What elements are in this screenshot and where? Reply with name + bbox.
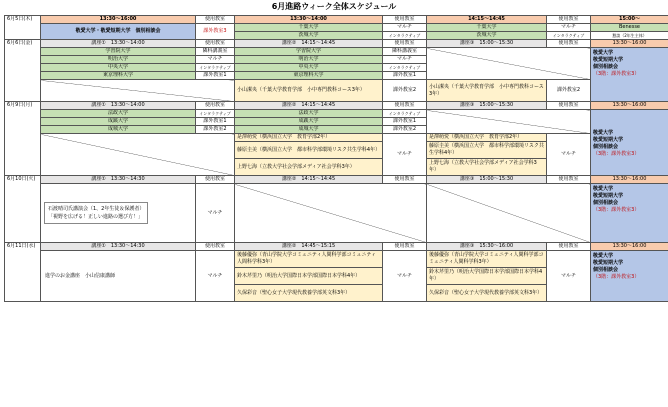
empty-slot: [427, 184, 591, 243]
room-header: 使用教室: [547, 243, 591, 251]
university-cell: 法政大学: [41, 110, 196, 118]
session-time: 13:30～16:00: [591, 102, 668, 110]
university-cell: 千葉大学: [427, 24, 547, 32]
session-header: 講座② 14:15～14:45: [235, 40, 383, 48]
event-title: 敬愛大学・敬愛短期大学 個別相談会: [41, 24, 196, 40]
empty-slot: [235, 184, 427, 243]
university-cell: 明治大学: [41, 56, 196, 64]
provider-cell: Benesse: [591, 24, 668, 32]
session-time: 13:30～14:00: [235, 16, 383, 24]
session-header: 講座② 14:45～15:15: [235, 243, 383, 251]
date-cell: 6月10日(火): [5, 176, 41, 243]
room-cell: マルチ: [547, 24, 591, 32]
session-time: 13:30～16:00: [591, 243, 668, 251]
session-header: 講座③ 15:00～15:30: [427, 102, 547, 110]
room-cell: インタラクティブ: [383, 110, 427, 118]
room-header: 使用教室: [383, 40, 427, 48]
side-event: 敬愛大学 敬愛短期大学 個別相談会 （3階：課外教室3）: [591, 184, 668, 243]
presenter-cell: 上野七海（立教大学社会学部メディア社会学科3年）: [427, 159, 547, 176]
session-time: 15:00～: [591, 16, 668, 24]
university-cell: 千葉大学: [235, 24, 383, 32]
lecture-box: 石渡晴司氏講演会（1、2年生徒＆保護者） 「視野を広げる！正しい進路の選び方！」: [44, 202, 148, 224]
presenter-cell: 小山潔央（千葉大学教育学部 小中専門教科コース3年）: [429, 83, 544, 97]
day-row-jun5-header: [5, 16, 668, 24]
session-time: 14:15～14:45: [427, 16, 547, 24]
room-cell: 課外教室2: [196, 126, 235, 134]
session-header: 講座① 13:30～14:00: [41, 40, 196, 48]
room-cell: マルチ: [547, 251, 591, 302]
room-cell: マルチ: [196, 251, 235, 302]
presenter-cell: 藤原圭美（横浜国立大学 都市科学部環境リスク共生学科4年）: [235, 142, 383, 159]
empty-slot: [41, 134, 235, 176]
room-header: 使用教室: [547, 102, 591, 110]
room-cell: 隣科講義室: [383, 48, 427, 56]
university-cell: 成城大学: [41, 126, 196, 134]
room-cell: 課外教室1: [196, 72, 235, 80]
side-event: 敬愛大学 敬愛短期大学 個別相談会 （3階：課外教室3）: [591, 251, 668, 302]
session-header: 講座③ 15:00～15:30: [427, 40, 547, 48]
room-header: 使用教室: [196, 243, 235, 251]
university-cell: 中央大学: [235, 64, 383, 72]
room-header: 使用教室: [383, 102, 427, 110]
room-header: 使用教室: [383, 243, 427, 251]
university-cell: 東京理科大学: [41, 72, 196, 80]
room-header: 使用教室: [547, 40, 591, 48]
room-header: 使用教室: [196, 176, 235, 184]
presenter-cell: 藤原圭美（横浜国立大学 都市科学部環境リスク共生学科4年）: [427, 142, 547, 159]
room-cell: マルチ: [383, 56, 427, 64]
session-header: 講座① 13:30～14:30: [41, 176, 196, 184]
page-title: 6月進路ウィーク全体スケジュール: [271, 2, 397, 11]
presenter-cell: 小山潔央（千葉大学教育学部 小中専門教科コース3年）: [237, 87, 365, 93]
room-header: 使用教室: [547, 176, 591, 184]
presenter-cell: 鈴木芹里乃（明治大学国際日本学部国際日本学科4年）: [427, 268, 547, 285]
side-event: 敬愛大学 敬愛短期大学 個別相談会 （3階：課外教室3）: [591, 48, 668, 102]
lecture-cell: 進学のお金講座 小山信康講師: [41, 251, 196, 302]
schedule-table: [4, 15, 668, 302]
room-header: 使用教室: [196, 102, 235, 110]
university-cell: 学習院大学: [41, 48, 196, 56]
date-cell: 6月6日(金): [5, 40, 41, 102]
room-cell: 課外教室3: [196, 24, 235, 40]
room-cell: マルチ: [383, 251, 427, 302]
university-cell: 明治大学: [235, 56, 383, 64]
session-header: 講座② 14:15～14:45: [235, 102, 383, 110]
room-cell: 課外教室1: [383, 72, 427, 80]
room-header: 使用教室: [547, 16, 591, 24]
room-cell: マルチ: [383, 134, 427, 176]
room-cell: マルチ: [196, 56, 235, 64]
room-cell: 隣科講義室: [196, 48, 235, 56]
presenter-cell: 後藤優弥（青山学院大学コミュニティ人間科学部コミュニティ人間科学科3年）: [235, 251, 383, 268]
university-cell: 茨城大学: [427, 32, 547, 40]
university-cell: 学習院大学: [235, 48, 383, 56]
room-cell: マルチ: [547, 134, 591, 176]
university-cell: 中央大学: [41, 64, 196, 72]
empty-slot: [41, 80, 235, 102]
date-cell: 6月5日(木): [5, 16, 41, 40]
presenter-cell: 鈴木芹里乃（明治大学国際日本学部国際日本学科4年）: [235, 268, 383, 285]
side-event: 敬愛大学 敬愛短期大学 個別相談会 （3階：課外教室3）: [591, 110, 668, 176]
room-header: 使用教室: [196, 16, 235, 24]
room-cell: 課外教室1: [196, 118, 235, 126]
room-cell: インタラクティブ: [547, 32, 591, 40]
session-header: 講座③ 15:30～16:00: [427, 243, 547, 251]
presenter-cell: 是澤萌愛（横浜国立大学 教育学部2年）: [235, 134, 383, 142]
room-header: 使用教室: [196, 40, 235, 48]
empty-slot: [427, 48, 591, 80]
room-cell: インタラクティブ: [383, 32, 427, 40]
session-time: 13:30～16:00: [591, 176, 668, 184]
session-time: 13:30～16:00: [41, 16, 196, 24]
room-cell: インタラクティブ: [196, 110, 235, 118]
presenter-cell: 上野七海（立教大学社会学部メディア社会学科3年）: [235, 159, 383, 176]
room-cell: 課外教室1: [383, 118, 427, 126]
session-header: 講座② 14:15～14:45: [235, 176, 383, 184]
university-cell: 成蹊大学: [41, 118, 196, 126]
session-header: 講座① 13:30～14:30: [41, 243, 196, 251]
room-cell: インタラクティブ: [383, 64, 427, 72]
university-cell: 茨城大学: [235, 32, 383, 40]
presenter-cell: 久保彩音（聖心女子大学現代教養学部英文科3年）: [427, 285, 547, 302]
university-cell: 成蹊大学: [235, 118, 383, 126]
university-cell: 法政大学: [235, 110, 383, 118]
room-header: 使用教室: [383, 176, 427, 184]
session-header: 講座③ 15:00～15:30: [427, 176, 547, 184]
date-cell: 6月11日(水): [5, 243, 41, 302]
room-cell: マルチ: [383, 24, 427, 32]
lecture-cell: [41, 184, 196, 243]
university-cell: 成城大学: [235, 126, 383, 134]
room-cell: 課外教室2: [547, 80, 591, 102]
room-cell: インタラクティブ: [196, 64, 235, 72]
date-cell: 6月9日(月): [5, 102, 41, 176]
empty-slot: [427, 110, 591, 134]
presenter-cell: 久保彩音（聖心女子大学現代教養学部英文科3年）: [235, 285, 383, 302]
presenter-cell: 是澤萌愛（横浜国立大学 教育学部2年）: [427, 134, 547, 142]
session-time: 13:30～16:00: [591, 40, 668, 48]
note-cell: 懇談（2年生主体）: [591, 32, 668, 40]
session-header: 講座① 13:30～14:00: [41, 102, 196, 110]
room-header: 使用教室: [383, 16, 427, 24]
presenter-cell: 後藤優弥（青山学院大学コミュニティ人間科学部コミュニティ人間科学科3年）: [427, 251, 547, 268]
room-cell: 課外教室2: [383, 126, 427, 134]
university-cell: 東京理科大学: [235, 72, 383, 80]
room-cell: マルチ: [196, 184, 235, 243]
room-cell: 課外教室2: [383, 80, 427, 102]
